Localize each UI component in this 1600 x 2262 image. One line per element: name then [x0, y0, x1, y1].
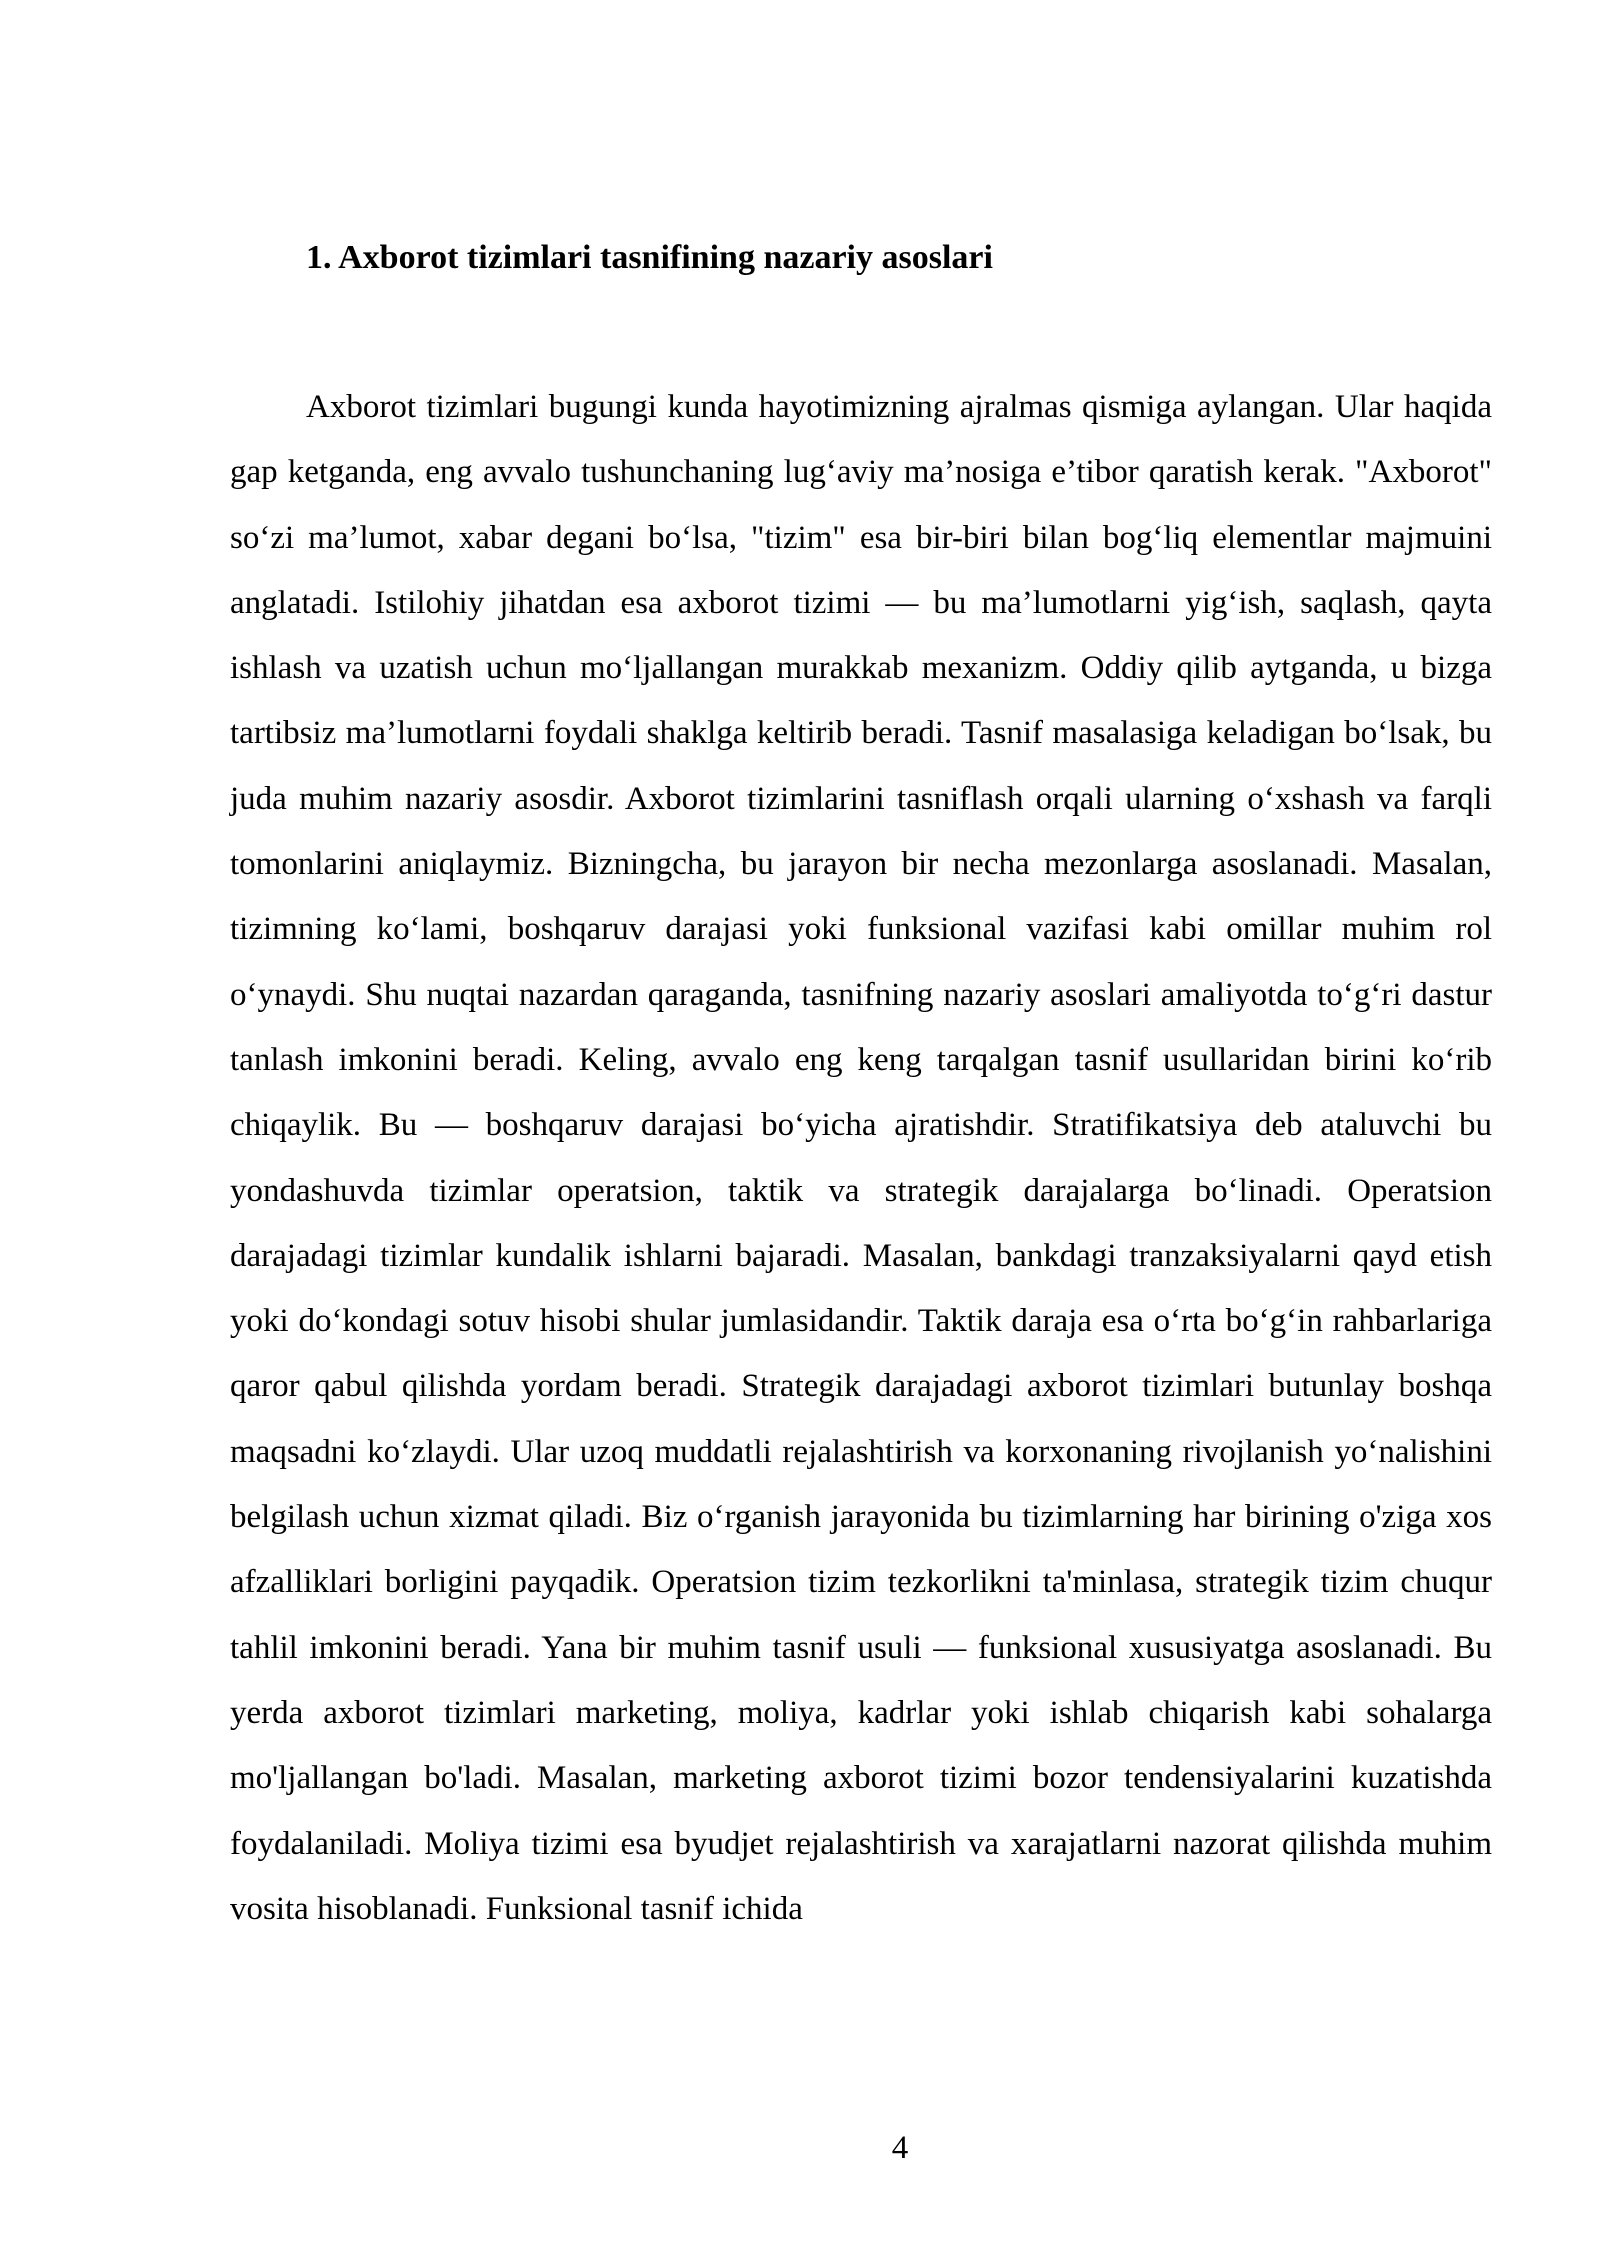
section-heading: 1. Axborot tizimlari tasnifining nazariy asoslari	[306, 239, 993, 276]
page-number: 4	[891, 2130, 909, 2166]
body-paragraph: Axborot tizimlari bugungi kunda hayotimizning ajralmas qismiga aylangan. Ular haqida gap ketganda, eng avvalo tushunchaning lug‘aviy ma’nosiga e’tibor qaratish kerak. "Axborot" so‘zi ma’lumot, xabar degani bo‘lsa, "tizim" esa bir-biri bilan bog‘liq elementlar majmuini anglatadi. Istilohiy jihatdan esa axborot tizimi — bu ma’lumotlarni yig‘ish, saqlash, qayta ishlash va uzatish uchun mo‘ljallangan murakkab mexanizm. Oddiy qilib aytganda, u bizga tartibsiz ma’lumotlarni foydali shaklga keltirib beradi. Tasnif masalasiga keladigan bo‘lsak, bu juda muhim nazariy asosdir. Axborot tizimlarini tasniflash orqali ularning o‘xshash va farqli tomonlarini aniqlaymiz. Bizningcha, bu jarayon bir necha mezonlarga asoslanadi. Masalan, tizimning ko‘lami, boshqaruv darajasi yoki funksional vazifasi kabi omillar muhim rol o‘ynaydi. Shu nuqtai nazardan qaraganda, tasnifning nazariy asoslari amaliyotda to‘g‘ri dastur tanlash imkonini beradi. Keling, avvalo eng keng tarqalgan tasnif usullaridan birini ko‘rib chiqaylik. Bu — boshqaruv darajasi bo‘yicha ajratishdir. Stratifikatsiya deb ataluvchi bu yondashuvda tizimlar operatsion, taktik va strategik darajalarga bo‘linadi. Operatsion darajadagi tizimlar kundalik ishlarni bajaradi. Masalan, bankdagi tranzaksiyalarni qayd etish yoki do‘kondagi sotuv hisobi shular jumlasidandir. Taktik daraja esa o‘rta bo‘g‘in rahbarlariga qaror qabul qilishda yordam beradi. Strategik darajadagi axborot tizimlari butunlay boshqa maqsadni ko‘zlaydi. Ular uzoq muddatli rejalashtirish va korxonaning rivojlanish yo‘nalishini belgilash uchun xizmat qiladi. Biz o‘rganish jarayonida bu tizimlarning har birining o'ziga xos afzalliklari borligini payqadik. Operatsion tizim tezkorlikni ta'minlasa, strategik tizim chuqur tahlil imkonini beradi. Yana bir muhim tasnif usuli — funksional xususiyatga asoslanadi. Bu yerda axborot tizimlari marketing, moliya, kadrlar yoki ishlab chiqarish kabi sohalarga mo'ljallangan bo'ladi. Masalan, marketing axborot tizimi bozor tendensiyalarini kuzatishda foydalaniladi. Moliya tizimi esa byudjet rejalashtirish va xarajatlarni nazorat qilishda muhim vosita hisoblanadi. Funksional tasnif ichida	[230, 389, 1492, 1927]
